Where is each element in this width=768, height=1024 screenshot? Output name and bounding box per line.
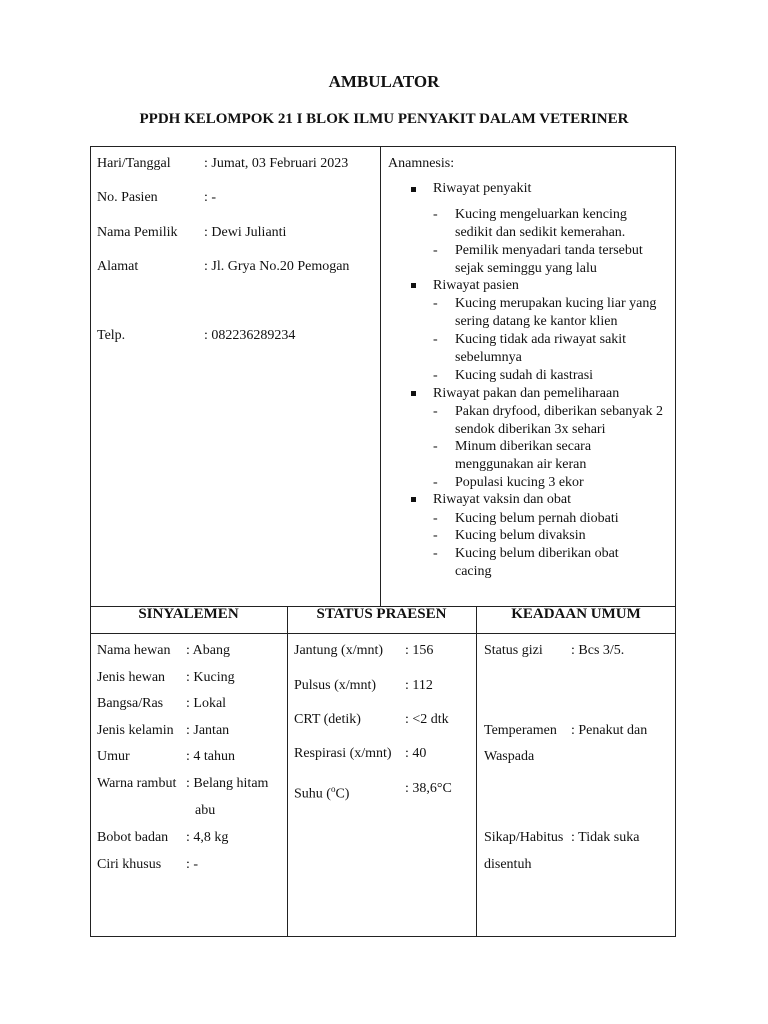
status-value: : 40 — [405, 746, 427, 761]
label-nama-pemilik: Nama Pemilik — [97, 225, 178, 240]
anamnesis-item: Kucing belum diberikan obat cacing — [455, 546, 619, 579]
status-label: Pulsus (x/mnt) — [294, 678, 377, 693]
anamnesis-item: Pakan dryfood, diberikan sebanyak 2 sendok diberikan 3x sehari — [455, 404, 663, 437]
anamnesis-item: Kucing mengeluarkan kencing sedikit dan sedikit kemerahan. — [455, 207, 627, 240]
dash-icon: - — [433, 243, 438, 258]
dash-icon: - — [433, 368, 438, 383]
status-value: : 156 — [405, 643, 434, 658]
value-alamat: : Jl. Grya No.20 Pemogan — [204, 259, 350, 274]
sinyalemen-value: : 4 tahun — [186, 749, 235, 764]
dash-icon: - — [433, 439, 438, 454]
sinyalemen-label: Jenis kelamin — [97, 723, 174, 738]
value-nama-pemilik: : Dewi Julianti — [204, 225, 287, 240]
value-hari-tanggal: : Jumat, 03 Februari 2023 — [204, 156, 349, 171]
dash-icon: - — [433, 332, 438, 347]
keadaan-label: Temperamen — [484, 723, 557, 738]
sinyalemen-label: Warna rambut — [97, 776, 177, 791]
anamnesis-item: Kucing merupakan kucing liar yang sering datang ke kantor klien — [455, 296, 657, 329]
anamnesis-heading: Anamnesis: — [388, 156, 455, 171]
keadaan-label: Status gizi — [484, 643, 543, 658]
sinyalemen-value: : Jantan — [186, 723, 230, 738]
section-title: Riwayat penyakit — [433, 181, 532, 196]
dash-icon: - — [433, 475, 438, 490]
status-value: : 112 — [405, 678, 433, 693]
sinyalemen-label: Nama hewan — [97, 643, 171, 658]
anamnesis-item: Pemilik menyadari tanda tersebut sejak seminggu yang lalu — [455, 243, 643, 276]
dash-icon: - — [433, 296, 438, 311]
bottom-divider-2 — [476, 606, 477, 937]
anamnesis-item: Minum diberikan secara menggunakan air keran — [455, 439, 592, 472]
keadaan-label: Sikap/Habitus — [484, 830, 564, 845]
header-status-praesen: STATUS PRAESEN — [316, 606, 447, 622]
page-subtitle: PPDH KELOMPOK 21 I BLOK ILMU PENYAKIT DALAM VETERINER — [139, 111, 629, 127]
bullet-icon — [411, 283, 416, 288]
sinyalemen-label: Bangsa/Ras — [97, 696, 164, 711]
suhu-label-main: Suhu ( — [294, 786, 331, 802]
anamnesis-item: Kucing tidak ada riwayat sakit sebelumnya — [455, 332, 627, 365]
anamnesis-item: Kucing sudah di kastrasi — [455, 368, 594, 383]
status-label — [294, 780, 349, 804]
status-value: : <2 dtk — [405, 712, 449, 727]
status-label: Jantung (x/mnt) — [294, 643, 384, 658]
label-telp: Telp. — [97, 328, 126, 343]
suhu-label-sup: o — [330, 784, 336, 794]
section-title: Riwayat vaksin dan obat — [433, 492, 572, 507]
header-sinyalemen: SINYALEMEN — [138, 606, 239, 622]
keadaan-value: : Tidak suka — [571, 830, 640, 845]
dash-icon: - — [433, 404, 438, 419]
label-alamat: Alamat — [97, 259, 139, 274]
header-keadaan-umum: KEADAAN UMUM — [511, 606, 641, 622]
dash-icon: - — [433, 546, 438, 561]
bullet-icon — [411, 187, 416, 192]
sinyalemen-label: Umur — [97, 749, 130, 764]
keadaan-continuation: disentuh — [484, 857, 532, 872]
status-value: : 38,6°C — [405, 781, 452, 796]
status-label: Respirasi (x/mnt) — [294, 746, 392, 761]
dash-icon: - — [433, 207, 438, 222]
section-title: Riwayat pakan dan pemeliharaan — [433, 386, 620, 401]
sinyalemen-value: : - — [186, 857, 199, 872]
bullet-icon — [411, 391, 416, 396]
status-label: CRT (detik) — [294, 712, 361, 727]
dash-icon: - — [433, 511, 438, 526]
section-title: Riwayat pasien — [433, 278, 519, 293]
value-no-pasien: : - — [204, 190, 217, 205]
label-no-pasien: No. Pasien — [97, 190, 158, 205]
dash-icon: - — [433, 528, 438, 543]
bottom-divider-1 — [287, 606, 288, 937]
sinyalemen-value: : Belang hitam — [186, 776, 269, 791]
sinyalemen-value: abu — [195, 803, 216, 818]
anamnesis-item: Kucing belum pernah diobati — [455, 511, 619, 526]
label-hari-tanggal: Hari/Tanggal — [97, 156, 171, 171]
keadaan-value: : Bcs 3/5. — [571, 643, 625, 658]
page-title: AMBULATOR — [328, 72, 440, 91]
sinyalemen-value: : Kucing — [186, 670, 235, 685]
sinyalemen-label: Bobot badan — [97, 830, 169, 845]
bullet-icon — [411, 497, 416, 502]
anamnesis-item: Kucing belum divaksin — [455, 528, 586, 543]
suhu-label-end: C) — [335, 786, 350, 802]
sinyalemen-value: : 4,8 kg — [186, 830, 229, 845]
sinyalemen-value: : Abang — [186, 643, 230, 658]
anamnesis-item: Populasi kucing 3 ekor — [455, 475, 584, 490]
sinyalemen-value: : Lokal — [186, 696, 227, 711]
top-table-divider — [380, 146, 381, 607]
sinyalemen-label: Jenis hewan — [97, 670, 166, 685]
sinyalemen-label: Ciri khusus — [97, 857, 162, 872]
keadaan-continuation: Waspada — [484, 749, 535, 764]
value-telp: : 082236289234 — [204, 328, 296, 343]
keadaan-value: : Penakut dan — [571, 723, 648, 738]
